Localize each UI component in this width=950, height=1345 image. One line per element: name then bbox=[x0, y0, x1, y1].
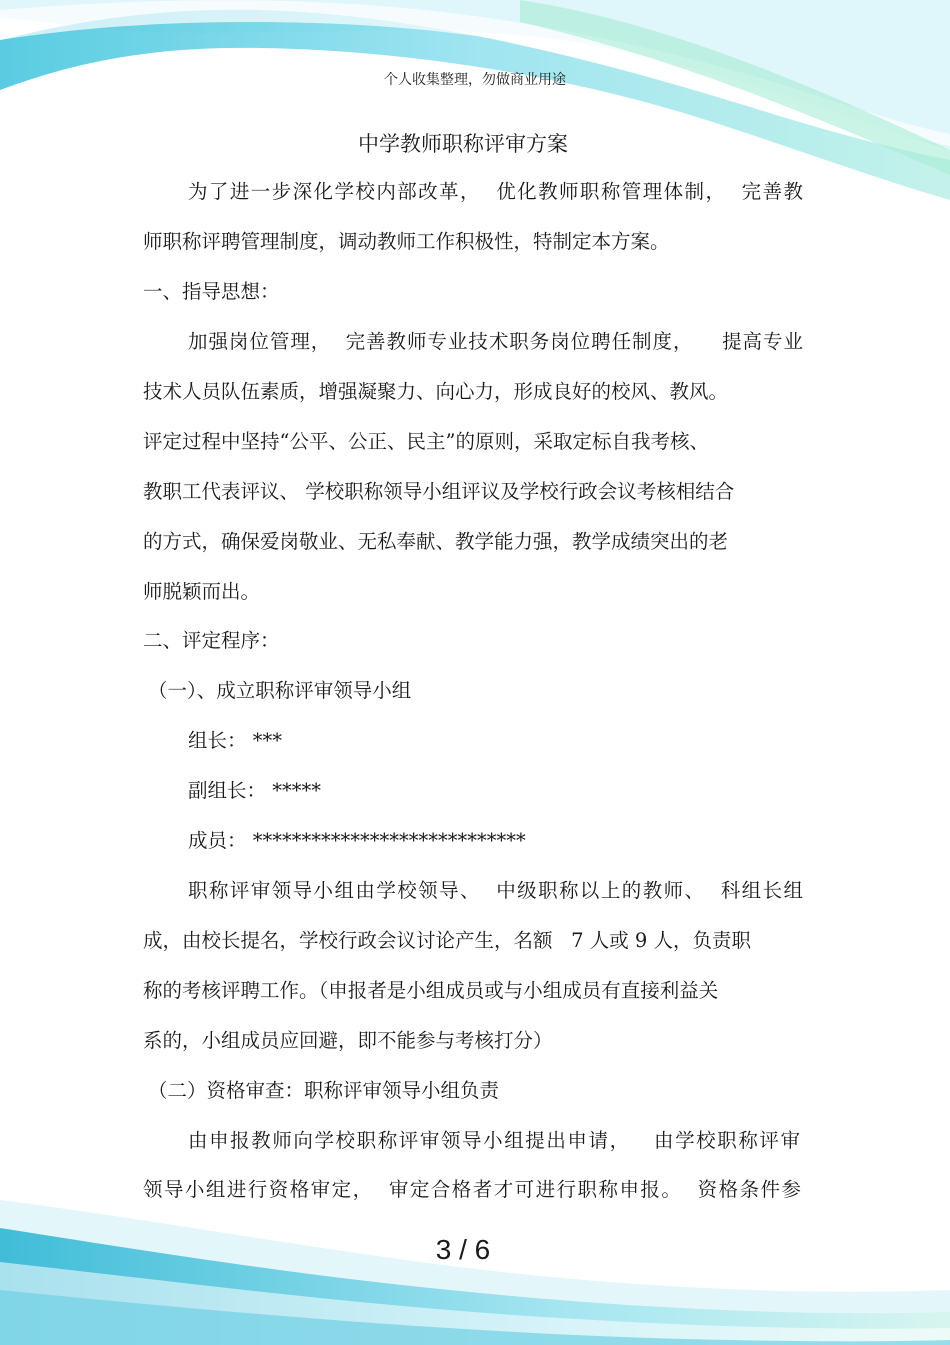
member-line: 副组长： ***** bbox=[188, 779, 321, 802]
paragraph-line: 技术人员队伍素质，增强凝聚力、向心力，形成良好的校风、教风。 bbox=[143, 380, 729, 403]
paragraph-line: 称的考核评聘工作。（申报者是小组成员或与小组成员有直接利益关 bbox=[143, 979, 719, 1002]
header-note: 个人收集整理，勿做商业用途 bbox=[384, 72, 566, 88]
subsection-heading: （二）资格审查：职称评审领导小组负责 bbox=[148, 1079, 500, 1102]
member-line: 成员： **************************** bbox=[188, 829, 526, 852]
document-title: 中学教师职称评审方案 bbox=[358, 132, 568, 156]
subsection-heading: （一）、成立职称评审领导小组 bbox=[148, 679, 412, 702]
page-number: 3 / 6 bbox=[435, 1234, 491, 1265]
paragraph-line: 教职工代表评议、 学校职称领导小组评议及学校行政会议考核相结合 bbox=[143, 480, 735, 503]
paragraph-line: 由申报教师向学校职称评审领导小组提出申请， 由学校职称评审 bbox=[188, 1129, 800, 1152]
paragraph-line: 领导小组进行资格审定， 审定合格者才可进行职称申报。 资格条件参 bbox=[143, 1178, 801, 1201]
paragraph-line: 系的，小组成员应回避，即不能参与考核打分） bbox=[143, 1029, 553, 1052]
paragraph-line: 师职称评聘管理制度，调动教师工作积极性，特制定本方案。 bbox=[143, 230, 670, 253]
paragraph-line: 的方式，确保爱岗敬业、无私奉献、教学能力强，教学成绩突出的老 bbox=[143, 530, 729, 553]
paragraph-line: 评定过程中坚持“公平、公正、民主”的原则，采取定标自我考核、 bbox=[143, 430, 709, 453]
paragraph-line: 为了进一步深化学校内部改革， 优化教师职称管理体制， 完善教 bbox=[188, 180, 803, 203]
paragraph-line: 加强岗位管理， 完善教师专业技术职务岗位聘任制度， 提高专业 bbox=[188, 330, 803, 353]
section-heading: 二、评定程序： bbox=[143, 629, 280, 652]
paragraph-line: 师脱颖而出。 bbox=[143, 580, 261, 603]
section-heading: 一、指导思想： bbox=[143, 280, 280, 303]
paragraph-line: 职称评审领导小组由学校领导、 中级职称以上的教师、 科组长组 bbox=[188, 879, 803, 902]
paragraph-line: 成，由校长提名，学校行政会议讨论产生，名额 7 人或 9 人，负责职 bbox=[143, 929, 752, 952]
member-line: 组长： *** bbox=[188, 729, 282, 752]
